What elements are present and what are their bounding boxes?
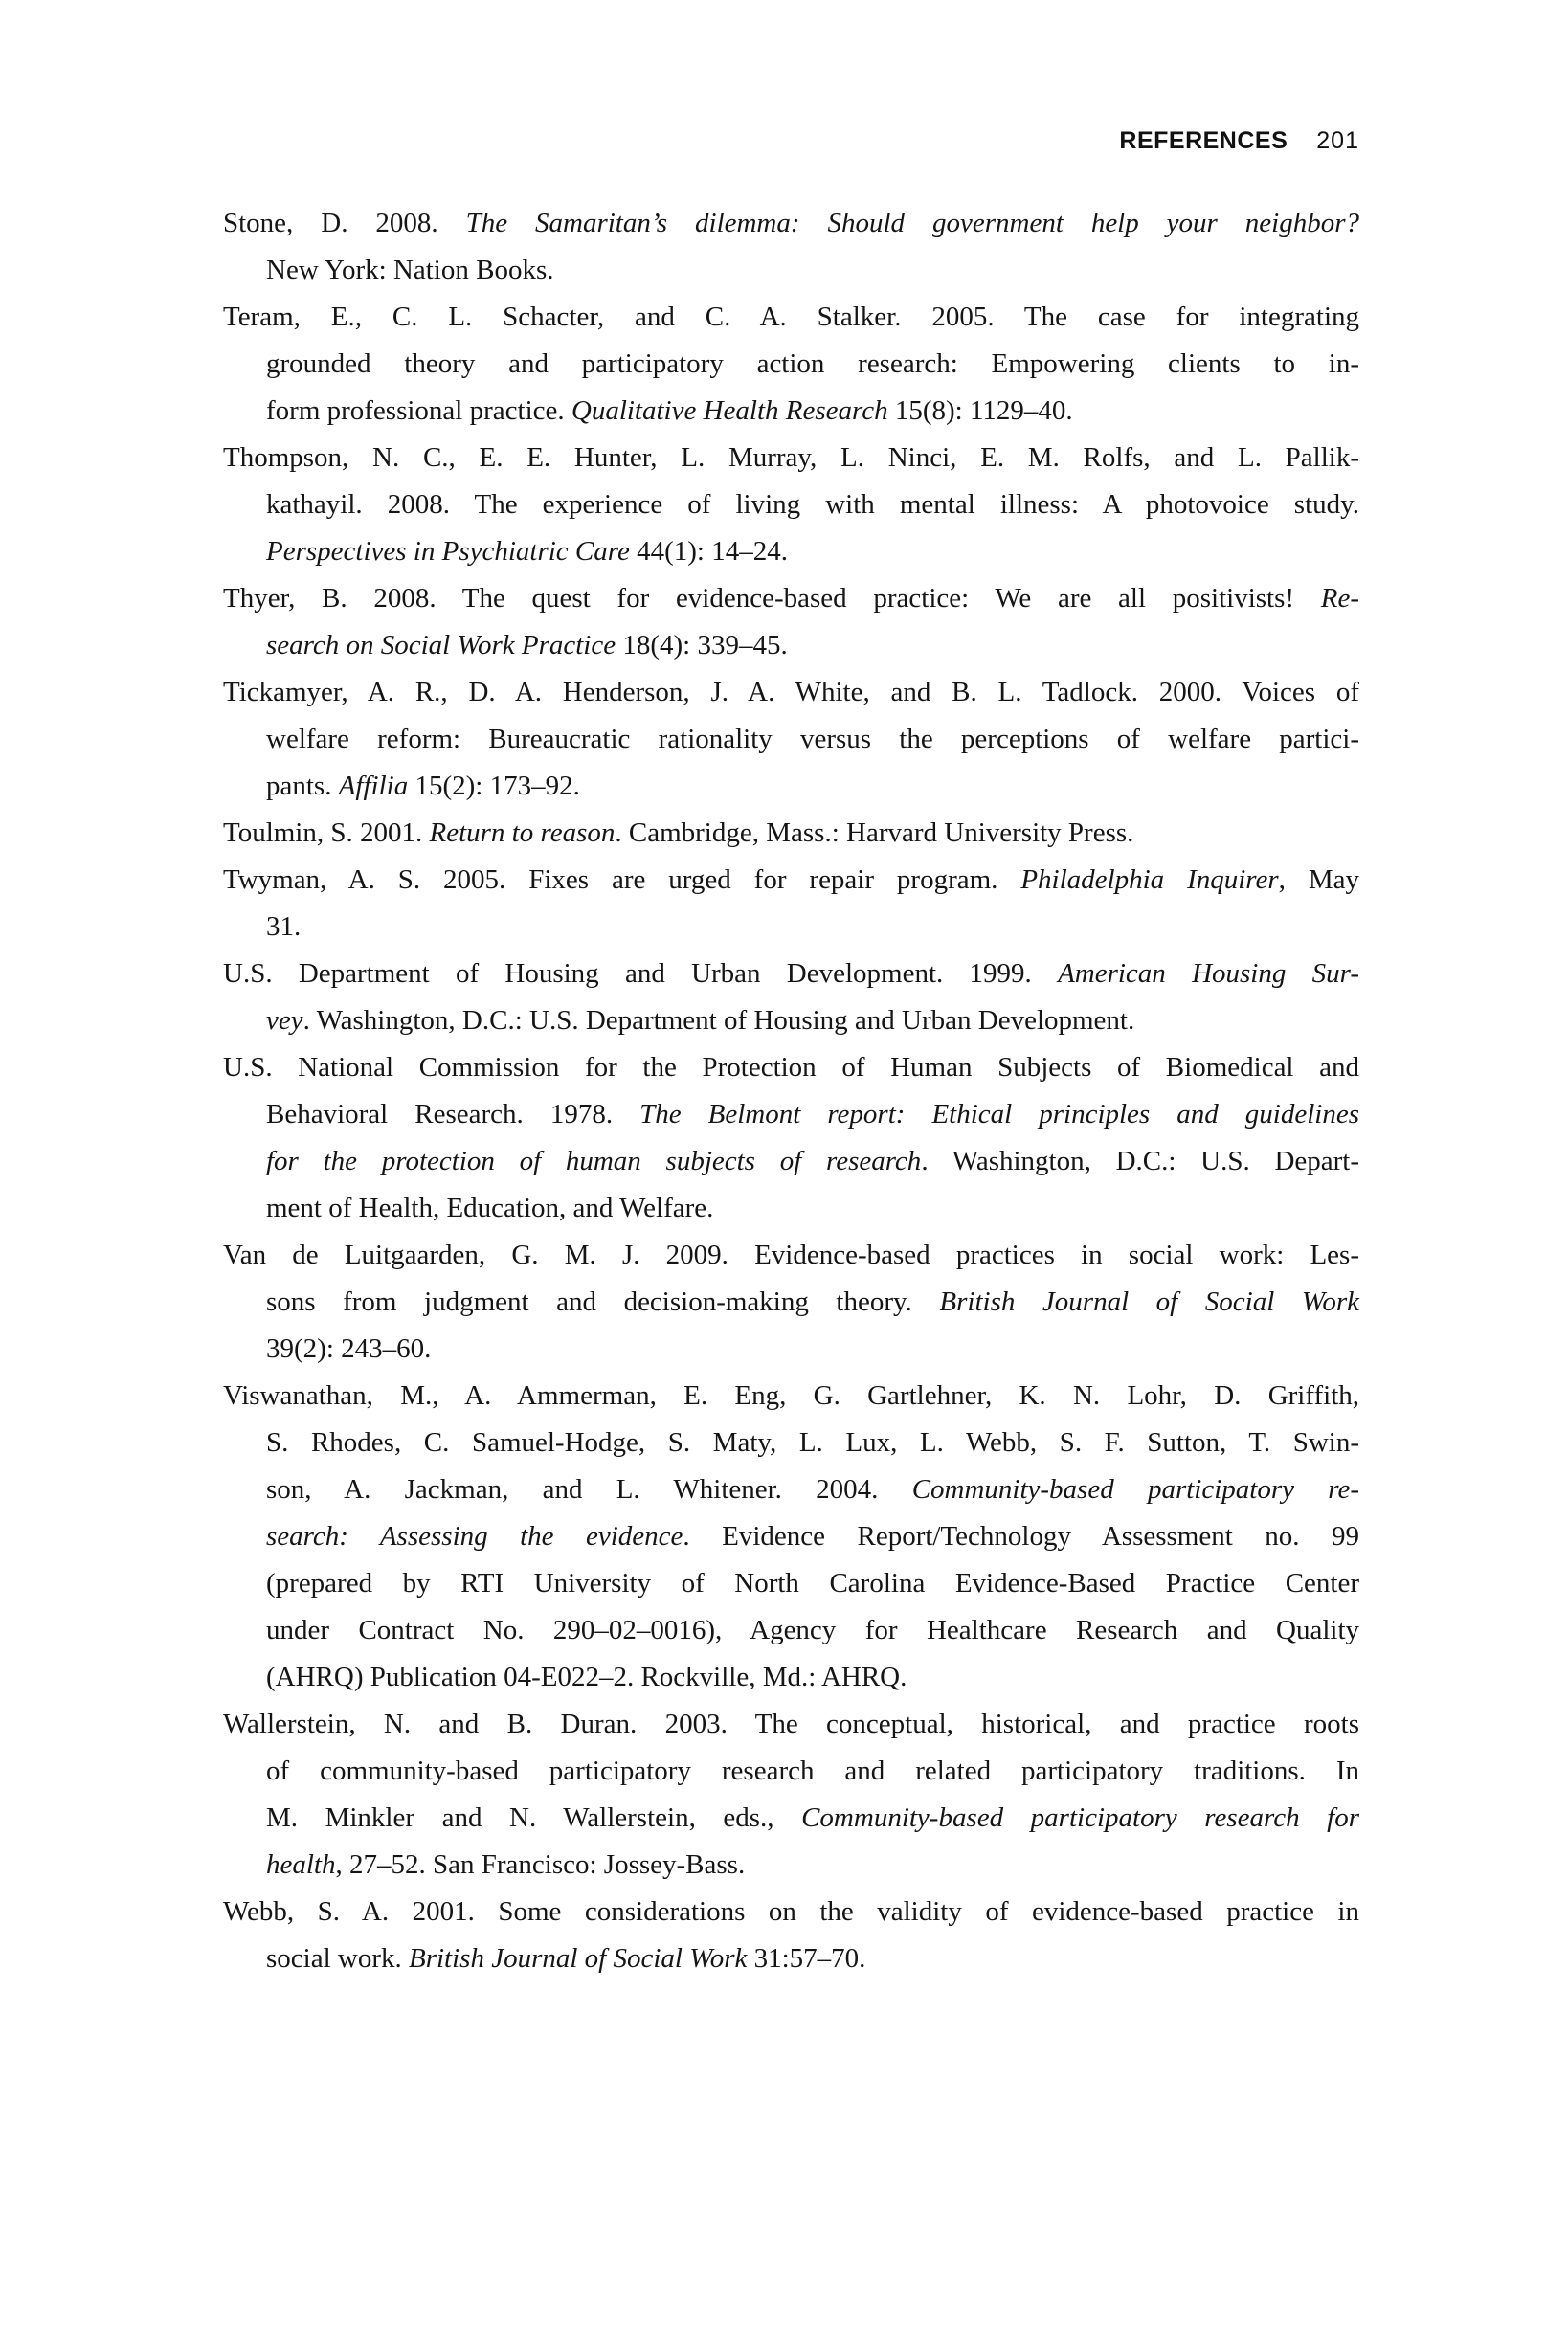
page-header	[1119, 128, 1359, 153]
reference-line	[266, 1466, 1359, 1513]
reference-line	[266, 1842, 1359, 1889]
reference-line	[266, 997, 1359, 1044]
roman-text: . Washington, D.C.: U.S. Depart-	[921, 1146, 1359, 1176]
italic-text: for the protection of human subjects of research	[266, 1146, 922, 1176]
reference-line	[223, 1044, 1359, 1091]
italic-text: British Journal of Social Work	[409, 1943, 748, 1974]
reference-entry	[223, 575, 1359, 669]
reference-line	[223, 951, 1359, 997]
reference-entry	[223, 200, 1359, 294]
reference-line	[266, 1279, 1359, 1326]
italic-text: British Journal of Social Work	[939, 1286, 1359, 1317]
italic-text: Affilia	[338, 771, 409, 801]
roman-text: 15(8): 1129–40.	[887, 395, 1073, 426]
roman-text: Viswanathan, M., A. Ammerman, E. Eng, G. Gartlehner, K. N. Lohr, D. Griffith,	[223, 1380, 1359, 1411]
reference-line	[266, 1560, 1359, 1607]
roman-text: form professional practice.	[266, 395, 571, 426]
roman-text: (AHRQ) Publication 04-E022–2. Rockville, Md.: AHRQ.	[266, 1662, 907, 1692]
reference-line	[266, 1935, 1359, 1982]
roman-text: Tickamyer, A. R., D. A. Henderson, J. A. White, and B. L. Tadlock. 2000. Voices of	[223, 677, 1359, 707]
roman-text: grounded theory and participatory action research: Empowering clients to in-	[266, 348, 1359, 379]
roman-text: . Evidence Report/Technology Assessment no. 99	[683, 1521, 1359, 1552]
roman-text: 15(2): 173–92.	[408, 771, 580, 801]
reference-line	[223, 1373, 1359, 1420]
roman-text: 18(4): 339–45.	[616, 630, 788, 660]
reference-line	[223, 669, 1359, 716]
italic-text: health	[266, 1849, 336, 1880]
roman-text: Teram, E., C. L. Schacter, and C. A. Stalker. 2005. The case for integrating	[223, 302, 1359, 332]
italic-text: The Belmont report: Ethical principles and guidelines	[639, 1099, 1359, 1130]
reference-line	[266, 1795, 1359, 1842]
roman-text: sons from judgment and decision-making theory.	[266, 1286, 940, 1317]
reference-line	[266, 1420, 1359, 1466]
reference-line	[266, 1138, 1359, 1185]
reference-line	[266, 716, 1359, 763]
reference-line	[266, 388, 1359, 435]
reference-line	[266, 904, 1359, 951]
reference-entry	[223, 1889, 1359, 1982]
roman-text: U.S. National Commission for the Protection of Human Subjects of Biomedical and	[223, 1052, 1359, 1083]
roman-text: . Cambridge, Mass.: Harvard University Press.	[615, 817, 1134, 848]
reference-entry	[223, 669, 1359, 810]
roman-text: Stone, D. 2008.	[223, 208, 466, 238]
roman-text: New York: Nation Books.	[266, 255, 554, 285]
italic-text: Return to reason	[429, 817, 616, 848]
reference-line	[223, 1701, 1359, 1748]
reference-line	[266, 1513, 1359, 1560]
roman-text: 44(1): 14–24.	[629, 536, 788, 567]
reference-entry	[223, 1232, 1359, 1373]
roman-text: (prepared by RTI University of North Carolina Evidence-Based Practice Center	[266, 1568, 1359, 1599]
reference-line	[266, 1326, 1359, 1373]
reference-line	[266, 1091, 1359, 1138]
roman-text: S. Rhodes, C. Samuel-Hodge, S. Maty, L. Lux, L. Webb, S. F. Sutton, T. Swin-	[266, 1427, 1359, 1458]
roman-text: Behavioral Research. 1978.	[266, 1099, 640, 1130]
roman-text: . Washington, D.C.: U.S. Department of Housing and Urban Development.	[302, 1005, 1135, 1036]
roman-text: Van de Luitgaarden, G. M. J. 2009. Evidence-based practices in social work: Les-	[223, 1240, 1359, 1270]
roman-text: ment of Health, Education, and Welfare.	[266, 1193, 714, 1223]
italic-text: American Housing Sur-	[1058, 958, 1359, 989]
roman-text: 31:57–70.	[747, 1943, 866, 1974]
roman-text: kathayil. 2008. The experience of living with mental illness: A photovoice study.	[266, 489, 1359, 520]
italic-text: Community-based participatory research for	[801, 1802, 1359, 1833]
reference-line	[266, 341, 1359, 388]
reference-line	[266, 1654, 1359, 1701]
italic-text: vey	[266, 1005, 303, 1036]
italic-text: Re-	[1320, 583, 1359, 614]
reference-line	[266, 481, 1359, 528]
reference-line	[223, 200, 1359, 247]
roman-text: 39(2): 243–60.	[266, 1333, 432, 1364]
reference-line	[266, 247, 1359, 294]
roman-text: 31.	[266, 911, 302, 942]
reference-line	[223, 810, 1359, 857]
reference-line	[223, 857, 1359, 904]
reference-entry	[223, 1701, 1359, 1889]
roman-text: under Contract No. 290–02–0016), Agency for Healthcare Research and Quality	[266, 1615, 1359, 1645]
reference-line	[266, 1185, 1359, 1232]
italic-text: Perspectives in Psychiatric Care	[266, 536, 630, 567]
references-list	[223, 200, 1359, 1982]
roman-text: Wallerstein, N. and B. Duran. 2003. The conceptual, historical, and practice roots	[223, 1709, 1359, 1739]
reference-line	[266, 763, 1359, 810]
roman-text: Thompson, N. C., E. E. Hunter, L. Murray, L. Ninci, E. M. Rolfs, and L. Pallik-	[223, 442, 1359, 473]
roman-text: , 27–52. San Francisco: Jossey-Bass.	[335, 1849, 746, 1880]
roman-text: Webb, S. A. 2001. Some considerations on the validity of evidence-based practice in	[223, 1896, 1359, 1927]
reference-line	[266, 528, 1359, 575]
reference-entry	[223, 951, 1359, 1044]
italic-text: Qualitative Health Research	[571, 395, 888, 426]
roman-text: Toulmin, S. 2001.	[223, 817, 430, 848]
running-head-title: REFERENCES	[1119, 127, 1288, 154]
reference-line	[223, 1232, 1359, 1279]
reference-line	[223, 294, 1359, 341]
italic-text: Community-based participatory re-	[911, 1474, 1359, 1505]
reference-line	[223, 1889, 1359, 1935]
italic-text: search: Assessing the evidence	[266, 1521, 683, 1552]
roman-text: pants.	[266, 771, 339, 801]
reference-line	[266, 1748, 1359, 1795]
roman-text: Thyer, B. 2008. The quest for evidence-based practice: We are all positivists!	[223, 583, 1321, 614]
roman-text: M. Minkler and N. Wallerstein, eds.,	[266, 1802, 802, 1833]
reference-line	[223, 435, 1359, 481]
roman-text: , May	[1278, 864, 1359, 895]
roman-text: of community-based participatory research and related participatory traditions. In	[266, 1756, 1359, 1786]
reference-entry	[223, 294, 1359, 435]
italic-text: search on Social Work Practice	[266, 630, 616, 660]
roman-text: U.S. Department of Housing and Urban Development. 1999.	[223, 958, 1059, 989]
reference-entry	[223, 435, 1359, 575]
roman-text: welfare reform: Bureaucratic rationality versus the perceptions of welfare partici-	[266, 724, 1359, 754]
italic-text: The Samaritan’s dilemma: Should government help your neighbor?	[465, 208, 1359, 238]
reference-entry	[223, 810, 1359, 857]
reference-line	[266, 622, 1359, 669]
italic-text: Philadelphia Inquirer	[1020, 864, 1279, 895]
roman-text: Twyman, A. S. 2005. Fixes are urged for repair program.	[223, 864, 1021, 895]
reference-entry	[223, 857, 1359, 951]
reference-line	[266, 1607, 1359, 1654]
reference-entry	[223, 1044, 1359, 1232]
reference-entry	[223, 1373, 1359, 1701]
reference-line	[223, 575, 1359, 622]
page-number: 201	[1316, 127, 1359, 154]
roman-text: social work.	[266, 1943, 409, 1974]
roman-text: son, A. Jackman, and L. Whitener. 2004.	[266, 1474, 912, 1505]
